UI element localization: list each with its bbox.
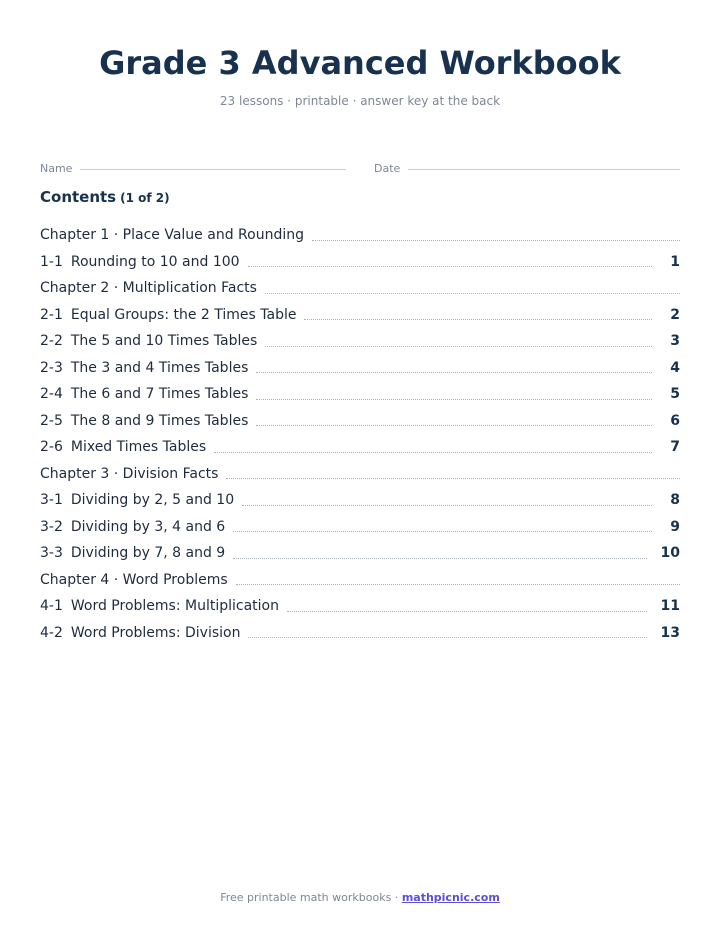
toc-entry-text: Word Problems: Division [70,624,241,641]
contents-title: Contents [40,188,117,206]
toc-lesson-title [40,333,257,349]
toc-lesson-title [40,625,240,641]
toc-entry-text: Dividing by 2, 5 and 10 [70,492,235,509]
toc-chapter-title [40,466,218,482]
toc-lesson-number: 4-2 [40,624,63,641]
toc-lesson-row[interactable] [40,381,680,408]
toc-dot-leader [304,319,652,320]
toc-dot-leader [233,558,646,559]
page-title: Grade 3 Advanced Workbook [99,44,621,82]
toc-dot-leader [226,478,680,479]
toc-entry-text: Dividing by 7, 8 and 9 [70,545,226,562]
toc-lesson-number: 3-1 [40,492,63,509]
toc-page-number: 13 [660,624,680,641]
toc-lesson-title [40,386,248,402]
toc-lesson-row[interactable] [40,593,680,620]
contents-page-indicator: (1 of 2) [120,191,170,205]
toc-entry-text: Chapter 4 · Word Problems [40,571,228,588]
toc-page-number: 7 [670,439,680,456]
toc-dot-leader [248,266,652,267]
toc-lesson-number: 2-3 [40,359,63,376]
toc-page-number: 2 [670,306,680,323]
toc-lesson-row[interactable] [40,249,680,276]
toc-entry-text: The 3 and 4 Times Tables [70,359,249,376]
toc-page-number: 6 [670,412,680,429]
toc-chapter-row[interactable] [40,567,680,594]
toc-lesson-row[interactable] [40,355,680,382]
toc-entry-text: Equal Groups: the 2 Times Table [70,306,297,323]
toc-entry-text: Rounding to 10 and 100 [70,253,240,270]
toc-lesson-title [40,360,248,376]
name-write-line [80,169,346,170]
name-field[interactable] [40,160,346,176]
toc-entry-text: Mixed Times Tables [70,439,207,456]
toc-lesson-row[interactable] [40,487,680,514]
toc-lesson-number: 2-6 [40,439,63,456]
toc-page-number: 5 [670,386,680,403]
toc-lesson-title [40,413,248,429]
toc-entry-text: Chapter 1 · Place Value and Rounding [40,227,304,244]
toc-lesson-title [40,598,279,614]
toc-lesson-title [40,254,240,270]
toc-lesson-title [40,545,225,561]
toc-chapter-row[interactable] [40,461,680,488]
toc-dot-leader [256,372,652,373]
date-label: Date [374,162,401,175]
toc-dot-leader [242,505,652,506]
toc-entry-text: Word Problems: Multiplication [70,598,279,615]
toc-page-number: 11 [660,598,680,615]
toc-lesson-number: 3-3 [40,545,63,562]
toc-chapter-title [40,572,228,588]
toc-lesson-row[interactable] [40,540,680,567]
toc-lesson-title [40,439,206,455]
toc-chapter-row[interactable] [40,222,680,249]
footer-link[interactable]: mathpicnic.com [401,891,500,904]
date-field[interactable] [374,160,680,176]
toc-dot-leader [312,240,680,241]
toc-entry-text: The 6 and 7 Times Tables [70,386,249,403]
toc-chapter-title [40,280,257,296]
toc-lesson-number: 4-1 [40,598,63,615]
toc-lesson-row[interactable] [40,434,680,461]
toc-dot-leader [265,293,680,294]
toc-lesson-title [40,492,234,508]
contents-heading [40,188,170,206]
toc-dot-leader [287,611,647,612]
toc-lesson-number: 2-4 [40,386,63,403]
toc-dot-leader [214,452,652,453]
date-write-line [408,169,680,170]
toc-page-number: 3 [670,333,680,350]
footer-text: Free printable math workbooks · [220,891,402,904]
toc-lesson-row[interactable] [40,408,680,435]
toc-lesson-number: 3-2 [40,518,63,535]
toc-dot-leader [265,346,652,347]
toc-dot-leader [233,531,652,532]
table-of-contents [40,222,680,646]
toc-page-number: 4 [670,359,680,376]
toc-entry-text: The 5 and 10 Times Tables [70,333,258,350]
footer [0,891,720,904]
name-label: Name [40,162,73,175]
toc-page-number: 10 [660,545,680,562]
toc-dot-leader [256,399,652,400]
toc-page-number: 9 [670,518,680,535]
toc-page-number: 1 [670,253,680,270]
toc-dot-leader [256,425,652,426]
toc-lesson-title [40,519,225,535]
toc-lesson-number: 2-1 [40,306,63,323]
toc-chapter-title [40,227,304,243]
page-subtitle: 23 lessons · printable · answer key at the back [219,94,501,108]
toc-lesson-number: 2-5 [40,412,63,429]
toc-lesson-row[interactable] [40,514,680,541]
toc-dot-leader [248,637,646,638]
toc-lesson-number: 2-2 [40,333,63,350]
toc-dot-leader [236,584,680,585]
toc-entry-text: Dividing by 3, 4 and 6 [70,518,226,535]
toc-page-number: 8 [670,492,680,509]
toc-lesson-row[interactable] [40,302,680,329]
toc-chapter-row[interactable] [40,275,680,302]
toc-lesson-row[interactable] [40,328,680,355]
toc-entry-text: The 8 and 9 Times Tables [70,412,249,429]
toc-entry-text: Chapter 3 · Division Facts [40,465,219,482]
toc-lesson-row[interactable] [40,620,680,647]
toc-entry-text: Chapter 2 · Multiplication Facts [40,280,257,297]
toc-lesson-number: 1-1 [40,253,63,270]
toc-lesson-title [40,307,296,323]
